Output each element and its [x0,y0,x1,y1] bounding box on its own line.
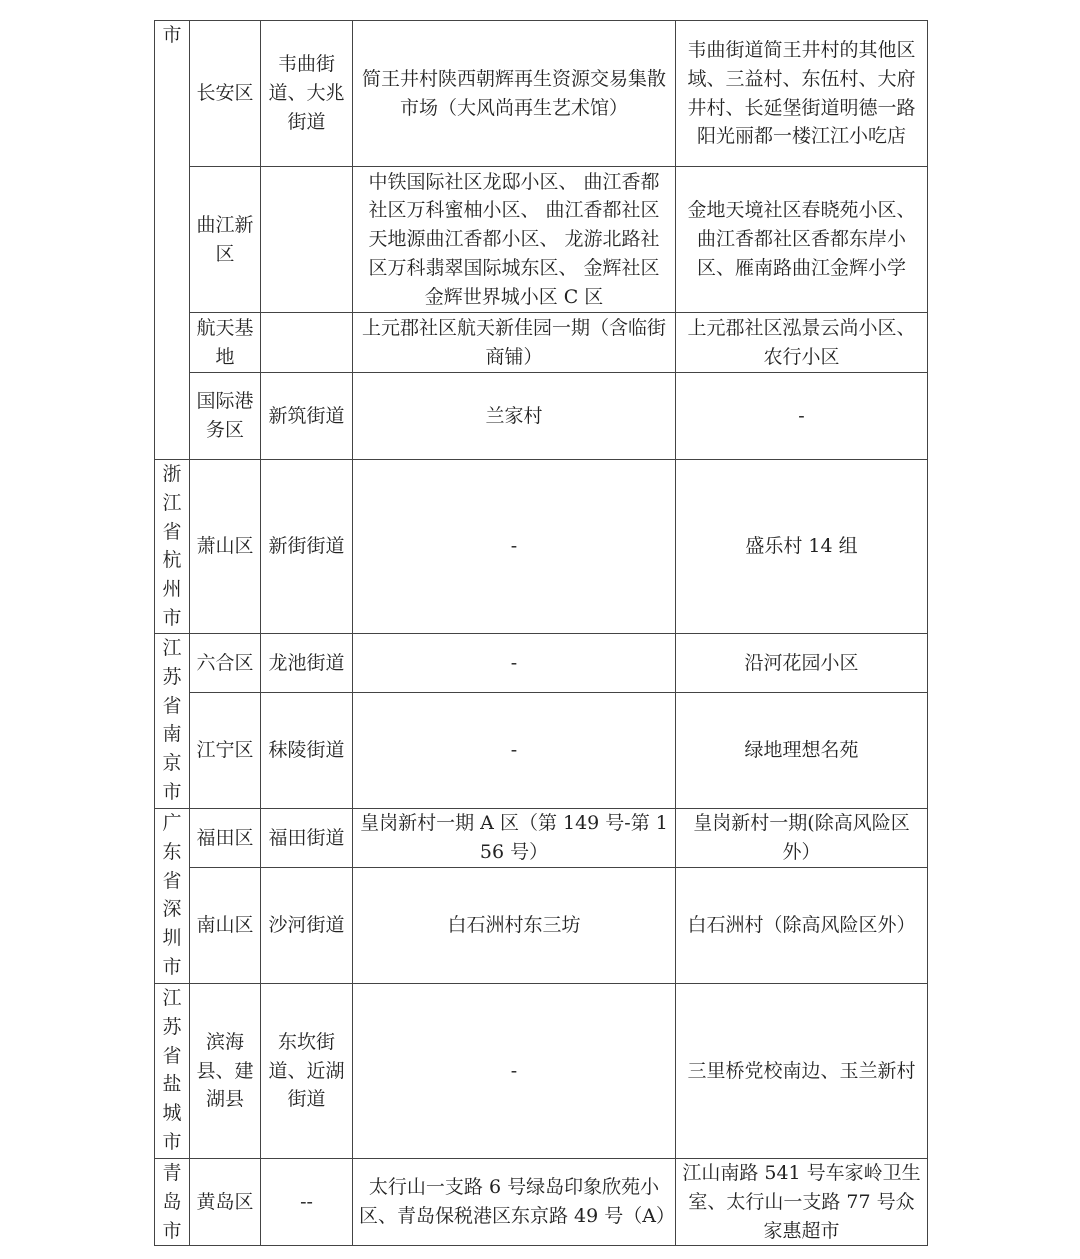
city-cell: 江苏省盐城市 [155,984,190,1159]
table-row [155,634,928,693]
high-risk-cell: 上元郡社区航天新佳园一期（含临街商铺） [353,313,676,373]
street-cell: 新筑街道 [261,373,353,460]
street-cell [261,167,353,313]
high-risk-cell: 皇岗新村一期 A 区（第 149 号-第 156 号） [353,809,676,868]
district-cell: 曲江新区 [190,167,261,313]
district-cell: 长安区 [190,21,261,167]
district-cell: 江宁区 [190,693,261,809]
mid-risk-cell: 沿河花园小区 [676,634,928,693]
district-cell: 国际港务区 [190,373,261,460]
street-cell: 福田街道 [261,809,353,868]
high-risk-cell: 简王井村陕西朝辉再生资源交易集散市场（大风尚再生艺术馆） [353,21,676,167]
high-risk-cell: - [353,460,676,634]
city-cell: 市 [155,21,190,460]
street-cell: 秣陵街道 [261,693,353,809]
street-cell: 沙河街道 [261,868,353,984]
city-cell: 青岛市 [155,1159,190,1246]
high-risk-cell: - [353,984,676,1159]
table-row [155,313,928,373]
mid-risk-cell: 三里桥党校南边、玉兰新村 [676,984,928,1159]
street-cell: 东坎街道、近湖街道 [261,984,353,1159]
risk-area-table [154,20,928,1246]
mid-risk-cell: 上元郡社区泓景云尚小区、农行小区 [676,313,928,373]
mid-risk-cell: 江山南路 541 号车家岭卫生室、太行山一支路 77 号众家惠超市 [676,1159,928,1246]
mid-risk-cell: - [676,373,928,460]
table-row [155,21,928,167]
mid-risk-cell: 盛乐村 14 组 [676,460,928,634]
table-row [155,984,928,1159]
high-risk-cell: 白石洲村东三坊 [353,868,676,984]
high-risk-cell: 太行山一支路 6 号绿岛印象欣苑小区、青岛保税港区东京路 49 号（A） [353,1159,676,1246]
city-cell: 广东省深圳市 [155,809,190,984]
street-cell: -- [261,1159,353,1246]
mid-risk-cell: 金地天境社区春晓苑小区、曲江香都社区香都东岸小区、雁南路曲江金辉小学 [676,167,928,313]
table-row [155,373,928,460]
high-risk-cell: - [353,634,676,693]
table-row [155,809,928,868]
table-row [155,1159,928,1246]
high-risk-cell: 兰家村 [353,373,676,460]
mid-risk-cell: 皇岗新村一期(除高风险区外） [676,809,928,868]
high-risk-cell: 中铁国际社区龙邸小区、 曲江香都社区万科蜜柚小区、 曲江香都社区天地源曲江香都小区、 龙游北路社区万科翡翠国际城东区、 金辉社区金辉世界城小区 C 区 [353,167,676,313]
table-row [155,868,928,984]
district-cell: 航天基地 [190,313,261,373]
table-row [155,460,928,634]
street-cell: 韦曲街道、大兆街道 [261,21,353,167]
table-row [155,167,928,313]
mid-risk-cell: 白石洲村（除高风险区外） [676,868,928,984]
district-cell: 黄岛区 [190,1159,261,1246]
table-row [155,693,928,809]
mid-risk-cell: 韦曲街道简王井村的其他区域、三益村、东伍村、大府井村、长延堡街道明德一路阳光丽都一楼江江小吃店 [676,21,928,167]
district-cell: 南山区 [190,868,261,984]
street-cell: 新街街道 [261,460,353,634]
district-cell: 福田区 [190,809,261,868]
city-cell: 江苏省南京市 [155,634,190,809]
district-cell: 萧山区 [190,460,261,634]
district-cell: 滨海县、建湖县 [190,984,261,1159]
district-cell: 六合区 [190,634,261,693]
city-cell: 浙江省杭州市 [155,460,190,634]
mid-risk-cell: 绿地理想名苑 [676,693,928,809]
street-cell [261,313,353,373]
street-cell: 龙池街道 [261,634,353,693]
high-risk-cell: - [353,693,676,809]
